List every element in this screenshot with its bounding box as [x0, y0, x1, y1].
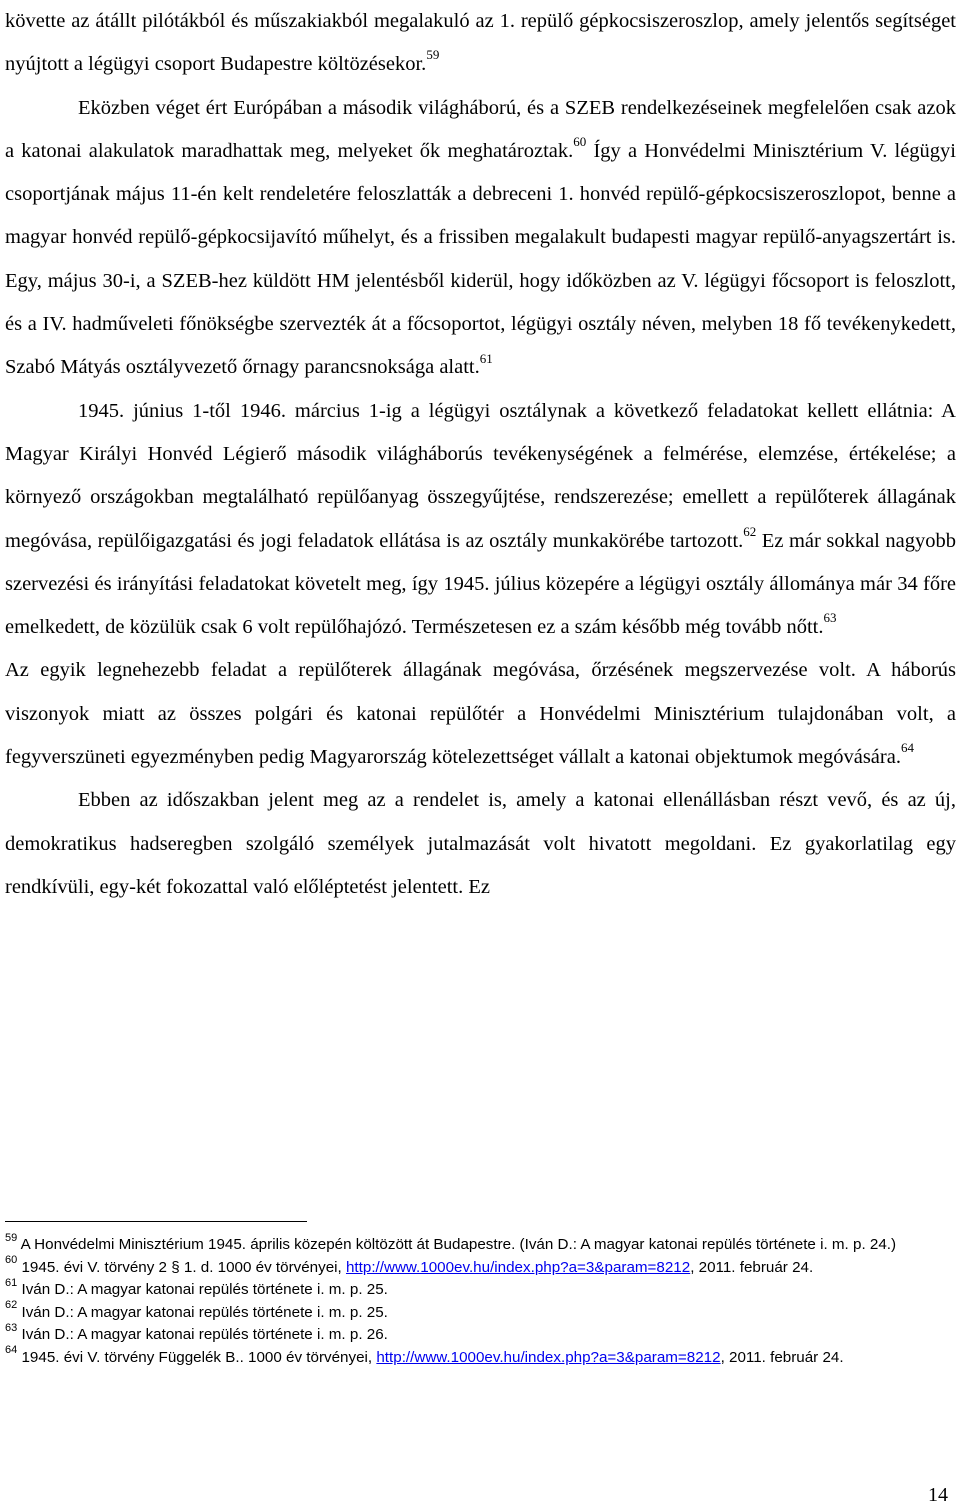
- page-number: 14: [928, 1484, 948, 1506]
- footnote-60: $^{60}$ 1945. évi V. törvény 2 § 1. d. 1000 év törvényei, http://www.1000ev.hu/index.php?a=3&param=8212, 2011. február 24.: [5, 1254, 814, 1276]
- footnote-ref-62[interactable]: 62: [743, 523, 757, 539]
- paragraph-1: követte az átállt pilótákból és műszakiakból megalakuló az 1. repülő gépkocsiszeroszlop, amely jelentős segítséget nyújtott a légügyi csoport Budapestre költözésekor.$^{59}$: [5, 10, 956, 76]
- body-text: [5, 0, 956, 909]
- paragraph-3: 1945. június 1-től 1946. március 1-ig a légügyi osztálynak a következő feladatokat kellett ellátnia: A Magyar Királyi Honvéd Légierő második világháborús tevékenységének a felmérése, elemzése, értékelése; a környező országokban megtalálható repülőanyag összegyűjtése, rendszerezése; emellett a repülőterek állagának megóvása, repülőigazgatási és jogi feladatok ellátása is az osztály munkakörébe tartozott.$^{62}$ Ez már sokkal nagyobb szervezési és irányítási feladatokat követelt meg, így 1945. július közepére a légügyi osztály állománya már 34 főre emelkedett, de közülük csak 6 volt repülőhajózó. Természetesen ez a szám később még tovább nőtt.$^{63}$: [5, 399, 956, 639]
- footnote-59: $^{59}$ A Honvédelmi Minisztérium 1945. április közepén költözött át Budapestre. (Iván D.: A magyar katonai repülés története i. m. p. 24.): [5, 1231, 897, 1253]
- paragraph-5: Ebben az időszakban jelent meg az a rendelet is, amely a katonai ellenállásban részt vevő, és az új, demokratikus hadseregben szolgáló személyek jutalmazását volt hivatott megoldani. Ez gyakorlatilag egy rendkívüli, egy-két fokozattal való előléptetést jelentett. Ez: [5, 789, 956, 898]
- paragraph-4: Az egyik legnehezebb feladat a repülőterek állagának megóvása, őrzésének megszervezése volt. A háborús viszonyok miatt az összes polgári és katonai repülőtér a Honvédelmi Minisztérium tulajdonában volt, a fegyverszüneti egyezményben pedig Magyarország kötelezettséget vállalt a katonai objektumok megóvására.$^{64}$: [5, 659, 956, 769]
- footnotes: [5, 1231, 956, 1369]
- paragraph-2: Eközben véget ért Európában a második világháború, és a SZEB rendelkezéseinek megfelelően csak azok a katonai alakulatok maradhattak meg, melyeket ők meghatároztak.$^{60}$ Így a Honvédelmi Minisztérium V. légügyi csoportjának május 11-én kelt rendeletére feloszlatták a debreceni 1. honvéd repülő-gépkocsiszeroszlopot, benne a magyar honvéd repülő-gépkocsijavító műhelyt, és a frissiben megalakult budapesti magyar repülő-anyagszertárt is. Egy, május 30-i, a SZEB-hez küldött HM jelentésből kiderül, hogy időközben az V. légügyi főcsoport is feloszlott, és a IV. hadműveleti főnökségbe szervezték át a főcsoportot, légügyi osztály néven, melyben 18 fő tevékenykedett, Szabó Mátyás osztályvezető őrnagy parancsnoksága alatt.$^{61}$: [5, 96, 956, 379]
- footnote-61: $^{61}$ Iván D.: A magyar katonai repülés története i. m. p. 25.: [5, 1276, 388, 1298]
- footnote-62: $^{62}$ Iván D.: A magyar katonai repülés története i. m. p. 25.: [5, 1299, 388, 1321]
- footnote-64-link[interactable]: http://www.1000ev.hu/index.php?a=3&param=8212: [376, 1348, 721, 1366]
- footnote-ref-64[interactable]: 64: [900, 740, 914, 756]
- footnote-63: $^{63}$ Iván D.: A magyar katonai repülés története i. m. p. 26.: [5, 1321, 388, 1343]
- footnote-ref-63[interactable]: 63: [823, 610, 837, 626]
- footnote-ref-60[interactable]: 60: [573, 134, 587, 150]
- footnote-64: $^{64}$ 1945. évi V. törvény Függelék B.. 1000 év törvényei, http://www.1000ev.hu/index.php?a=3&param=8212, 2011. február 24.: [5, 1344, 844, 1366]
- footnote-divider: [5, 1221, 307, 1222]
- footnote-60-link[interactable]: http://www.1000ev.hu/index.php?a=3&param=8212: [345, 1258, 691, 1276]
- footnote-ref-59[interactable]: 59: [426, 47, 440, 63]
- footnote-ref-61[interactable]: 61: [479, 350, 493, 366]
